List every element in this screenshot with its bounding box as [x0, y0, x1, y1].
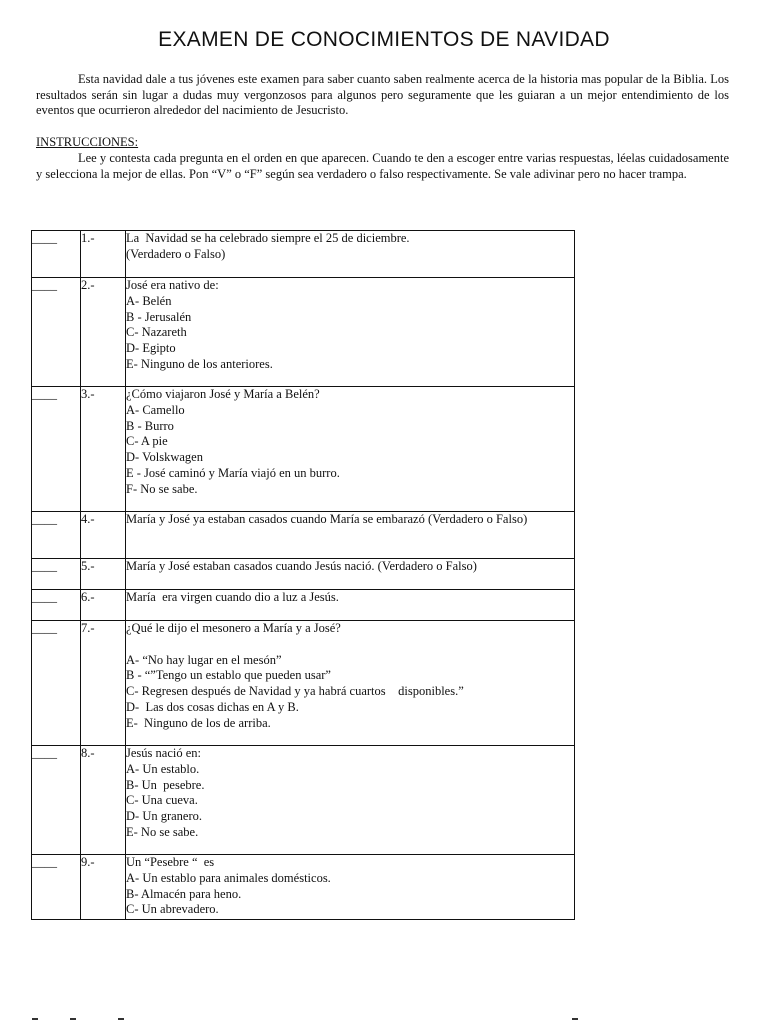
- answer-option: D- Volskwagen: [126, 450, 203, 465]
- question-number: 1.-: [81, 231, 126, 278]
- answer-option: A- Un establo.: [126, 761, 200, 776]
- answer-option: F- No se sabe.: [126, 481, 198, 496]
- answer-option: D- Un granero.: [126, 809, 203, 824]
- question-row: [32, 231, 575, 278]
- question-text: Jesús nació en:: [126, 746, 201, 760]
- instructions-paragraph: Lee y contesta cada pregunta en el orden en que aparecen. Cuando te den a escoger entre varias respuestas, léelas cuidadosamente y selecciona la mejor de ellas. Pon “V” o “F” según sea verdadero o falso respectivamente. Se vale adivinar pero no hacer trampa.: [36, 151, 729, 181]
- answer-option: A- Un establo para animales domésticos.: [126, 870, 331, 885]
- question-number: 4.-: [81, 512, 126, 559]
- page-edge-mark: [572, 1018, 578, 1020]
- answer-blank[interactable]: ____: [32, 590, 81, 621]
- answer-option: B- Un pesebre.: [126, 777, 205, 792]
- question-text: Un “Pesebre “ es: [126, 855, 215, 869]
- question-number: 7.-: [81, 621, 126, 746]
- page-edge-mark: [70, 1018, 76, 1020]
- question-cell: [126, 590, 575, 621]
- question-cell: [126, 278, 575, 387]
- question-row: [32, 621, 575, 746]
- questions-table: [31, 230, 575, 920]
- question-text: María y José estaban casados cuando Jesús nació. (Verdadero o Falso): [126, 559, 477, 573]
- question-cell: [126, 746, 575, 855]
- answer-option: B- Almacén para heno.: [126, 886, 242, 901]
- answer-option: B - “”Tengo un establo que pueden usar”: [126, 668, 331, 683]
- answer-option: C- Regresen después de Navidad y ya habrá cuartos disponibles.”: [126, 684, 464, 699]
- question-row: [32, 855, 575, 920]
- question-number: 5.-: [81, 559, 126, 590]
- answer-blank[interactable]: ____: [32, 512, 81, 559]
- question-text: María era virgen cuando dio a luz a Jesús.: [126, 590, 339, 604]
- answer-blank[interactable]: ____: [32, 559, 81, 590]
- answer-blank[interactable]: ____: [32, 621, 81, 746]
- answer-option: B - Burro: [126, 418, 174, 433]
- answer-option: E- Ninguno de los anteriores.: [126, 356, 273, 371]
- question-row: [32, 746, 575, 855]
- page-title: EXAMEN DE CONOCIMIENTOS DE NAVIDAD: [158, 28, 610, 51]
- question-cell: [126, 231, 575, 278]
- question-text: ¿Cómo viajaron José y María a Belén?: [126, 387, 320, 401]
- question-text: ¿Qué le dijo el mesonero a María y a José?: [126, 621, 341, 635]
- answer-option: D- Egipto: [126, 341, 176, 356]
- question-number: 9.-: [81, 855, 126, 920]
- answer-option: D- Las dos cosas dichas en A y B.: [126, 699, 299, 714]
- answer-blank[interactable]: ____: [32, 278, 81, 387]
- question-row: [32, 387, 575, 512]
- answer-option: C- Una cueva.: [126, 793, 198, 808]
- question-row: [32, 512, 575, 559]
- answer-option: A- “No hay lugar en el mesón”: [126, 652, 282, 667]
- answer-blank[interactable]: ____: [32, 387, 81, 512]
- answer-option: (Verdadero o Falso): [126, 246, 226, 261]
- question-number: 3.-: [81, 387, 126, 512]
- intro-paragraph: Esta navidad dale a tus jóvenes este examen para saber cuanto saben realmente acerca de la historia mas popular de la Biblia. Los resultados serán sin lugar a dudas muy vergonzosos para algunos pero seguramente que les guiaran a un mejor entendimiento de los eventos que ocurrieron alrededor del nacimiento de Jesucristo.: [36, 72, 729, 118]
- question-row: [32, 278, 575, 387]
- question-number: 6.-: [81, 590, 126, 621]
- answer-option: E - José caminó y María viajó en un burro.: [126, 465, 340, 480]
- question-text: José era nativo de:: [126, 278, 219, 292]
- question-cell: [126, 855, 575, 920]
- page-edge-mark: [118, 1018, 124, 1020]
- answer-option: C- A pie: [126, 434, 168, 449]
- answer-blank[interactable]: ____: [32, 855, 81, 920]
- question-cell: [126, 512, 575, 559]
- answer-option: A- Camello: [126, 402, 185, 417]
- question-number: 2.-: [81, 278, 126, 387]
- answer-blank[interactable]: ____: [32, 231, 81, 278]
- answer-option: C- Un abrevadero.: [126, 902, 219, 917]
- page-edge-mark: [32, 1018, 38, 1020]
- instructions-heading: INSTRUCCIONES:: [36, 135, 139, 149]
- question-number: 8.-: [81, 746, 126, 855]
- question-row: [32, 590, 575, 621]
- answer-blank[interactable]: ____: [32, 746, 81, 855]
- spacer: [126, 637, 574, 653]
- question-text: María y José ya estaban casados cuando María se embarazó (Verdadero o Falso): [126, 512, 528, 526]
- question-row: [32, 559, 575, 590]
- question-cell: [126, 387, 575, 512]
- answer-option: E- Ninguno de los de arriba.: [126, 715, 271, 730]
- answer-option: C- Nazareth: [126, 325, 187, 340]
- answer-option: E- No se sabe.: [126, 824, 199, 839]
- question-cell: [126, 621, 575, 746]
- answer-option: B - Jerusalén: [126, 309, 192, 324]
- answer-option: A- Belén: [126, 293, 172, 308]
- question-cell: [126, 559, 575, 590]
- question-text: La Navidad se ha celebrado siempre el 25 de diciembre.: [126, 231, 410, 245]
